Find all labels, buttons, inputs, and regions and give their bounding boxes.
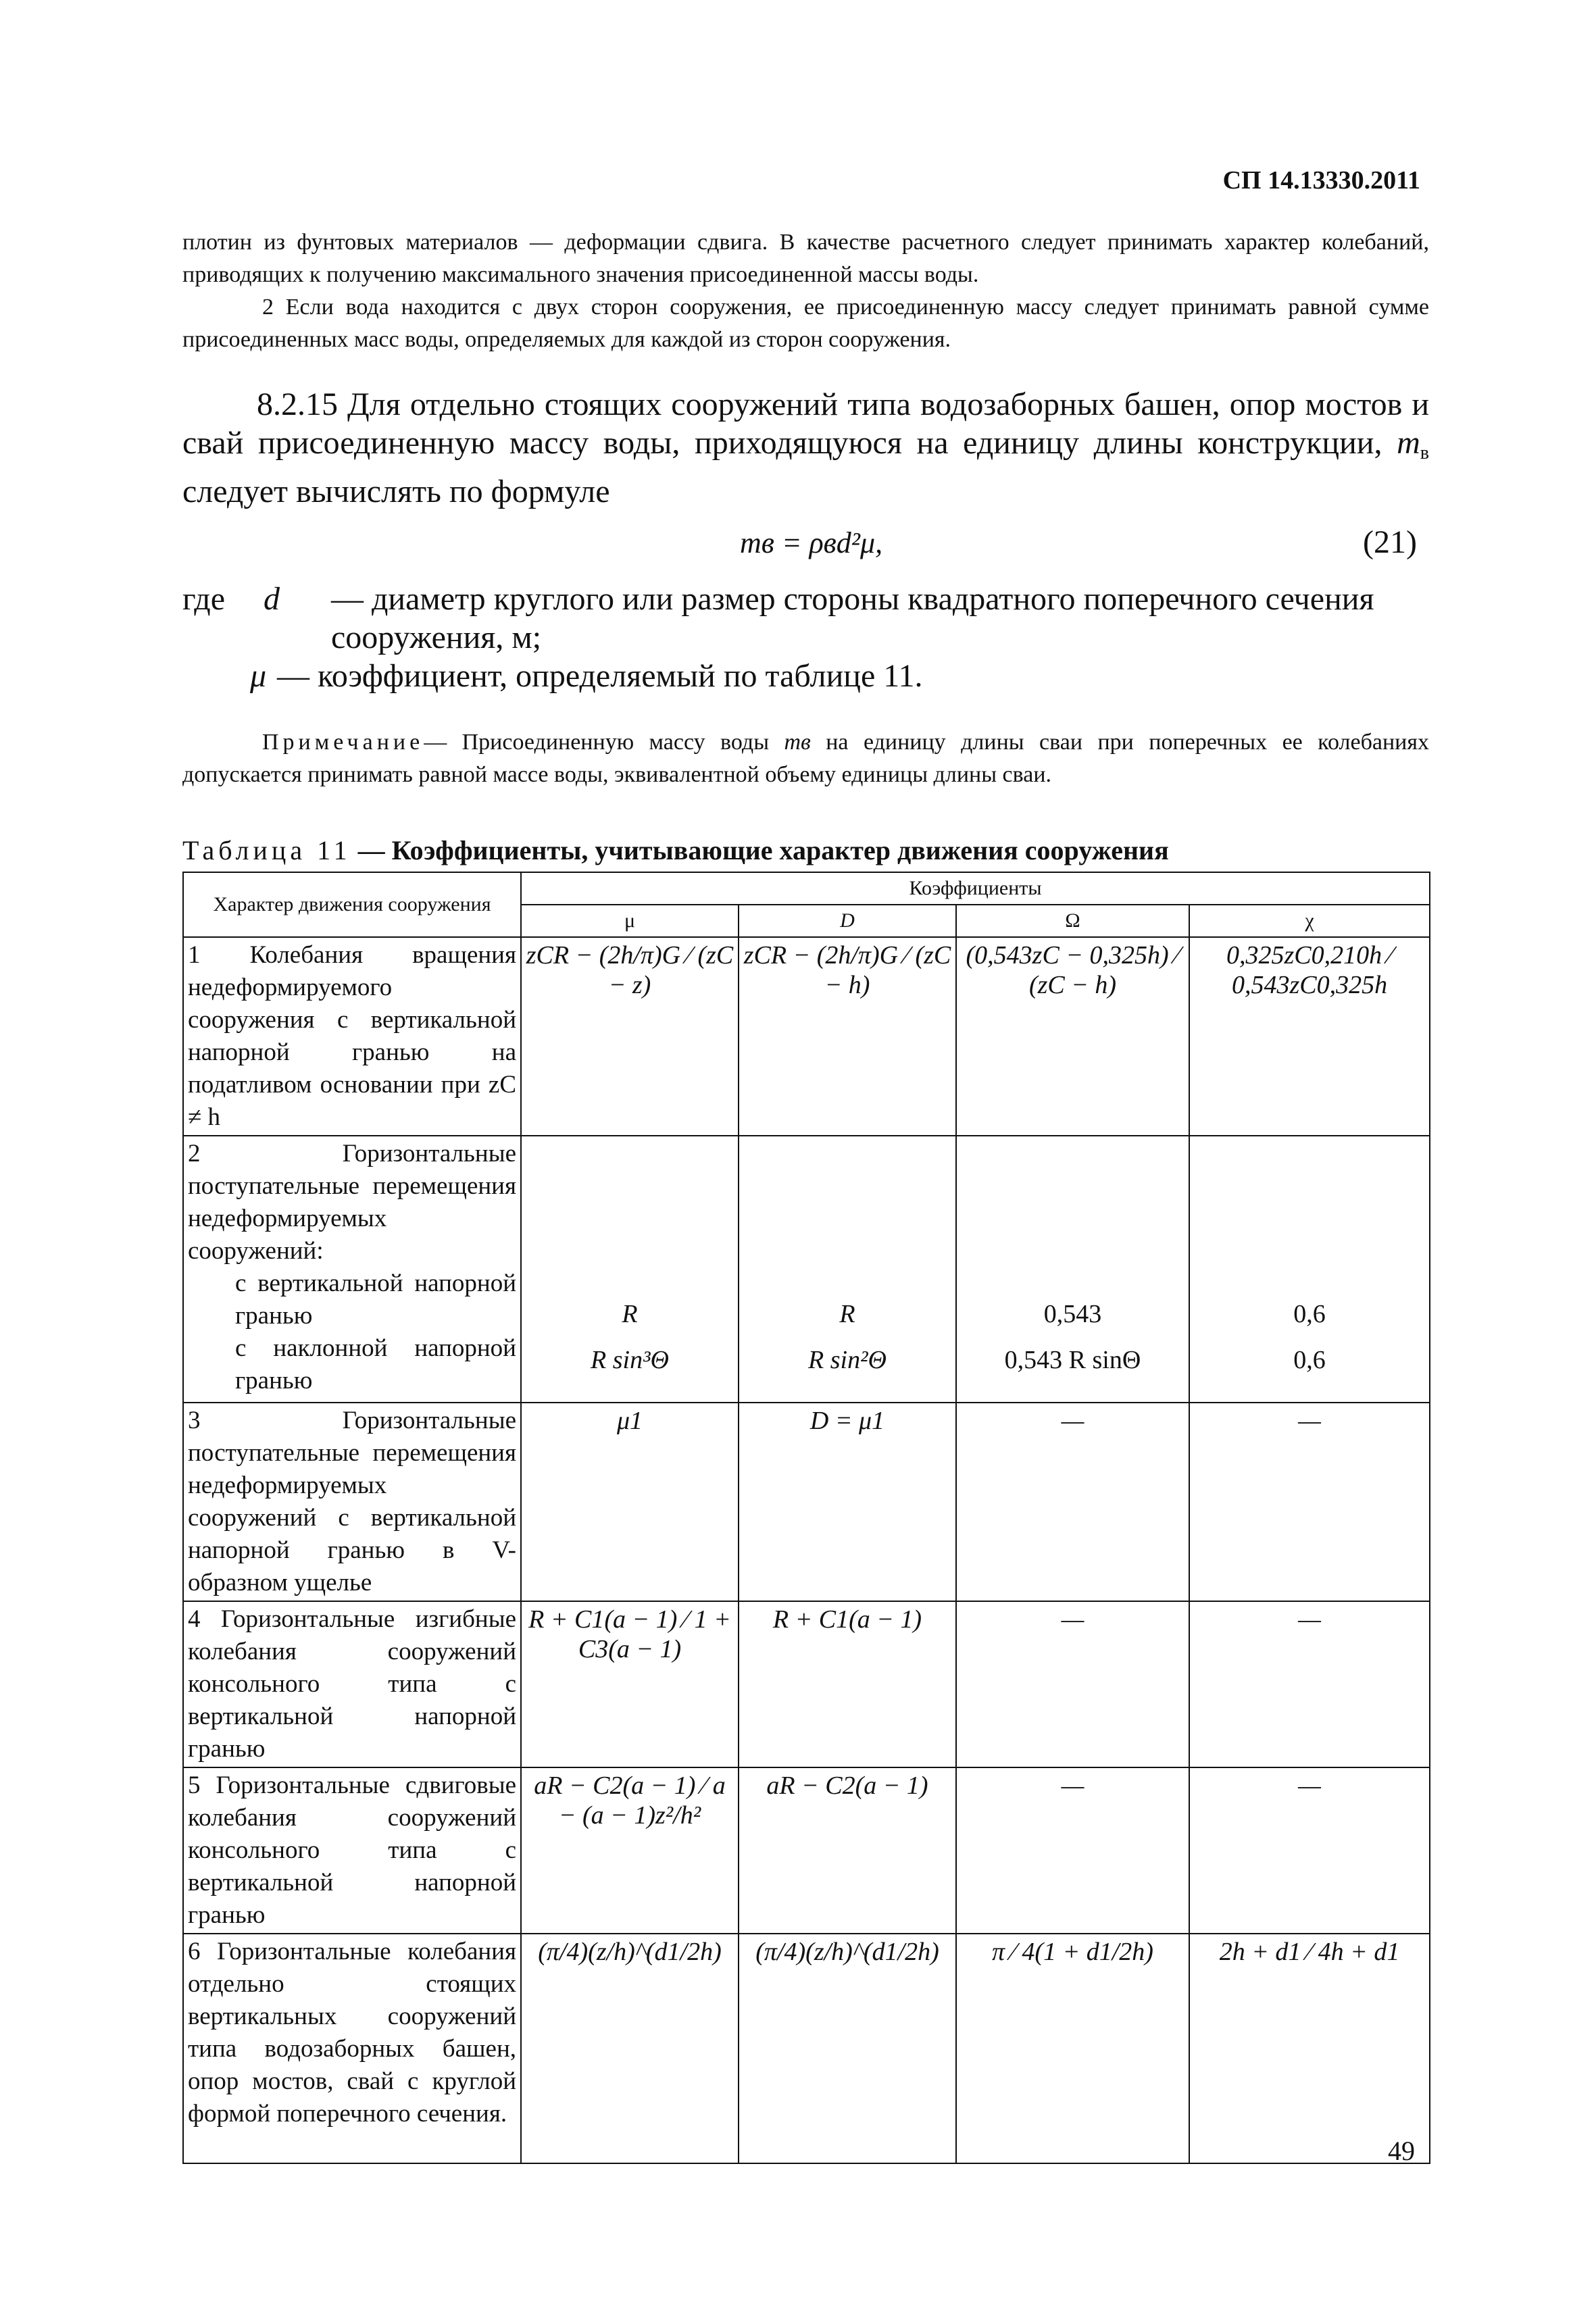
table-row	[183, 937, 1430, 1136]
document-code: СП 14.13330.2011	[1222, 166, 1420, 195]
row2-chi1: 0,6	[1293, 1300, 1326, 1328]
header-coefficients: Коэффициенты	[521, 872, 1430, 905]
header-mu: μ	[521, 905, 739, 937]
row6-desc: 6 Горизонтальные колебания отдельно стоящих вертикальных сооружений типа водозаборных башен, опор мостов, свай с круглой формой поперечного сечения.	[183, 1934, 521, 2163]
row3-omega: —	[956, 1403, 1189, 1601]
row2-sub1: с вертикальной напорной гранью	[235, 1269, 516, 1330]
page-number: 49	[1388, 2136, 1415, 2166]
where-symbol-d: d	[264, 581, 280, 617]
table-row	[183, 1136, 1430, 1403]
row5-omega: —	[956, 1767, 1189, 1934]
row6-d: (π/4)(z/h)^(d1/2h)	[739, 1934, 956, 2163]
note-symbol: mв	[784, 730, 811, 755]
table-header-row	[183, 872, 1430, 905]
row3-desc: 3 Горизонтальные поступательные перемещения недеформируемых сооружений с вертикальной напорной гранью в V-образном ущелье	[183, 1403, 521, 1601]
note-block	[182, 726, 1429, 791]
clause-symbol-sub: в	[1420, 443, 1430, 463]
row1-omega: (0,543zC − 0,325h) ⁄ (zC − h)	[956, 937, 1189, 1136]
row2-mu1: R	[622, 1300, 638, 1328]
row4-chi: —	[1189, 1601, 1430, 1767]
where-item-d	[182, 580, 1429, 657]
note-text-1: — Присоединенную массу воды	[424, 730, 784, 755]
row3-d: D = μ1	[739, 1403, 956, 1601]
where-label: где	[182, 581, 226, 617]
clause-text-2: следует вычислять по формуле	[182, 474, 610, 509]
row4-omega: —	[956, 1601, 1189, 1767]
note-label: Примечание	[262, 730, 424, 755]
table-row	[183, 1403, 1430, 1601]
row6-chi: 2h + d1 ⁄ 4h + d1	[1189, 1934, 1430, 2163]
table-row	[183, 1767, 1430, 1934]
table-title: — Коэффициенты, учитывающие характер движения сооружения	[357, 835, 1169, 865]
row4-desc: 4 Горизонтальные изгибные колебания сооружений консольного типа с вертикальной напорной гранью	[183, 1601, 521, 1767]
row1-desc: 1 Колебания вращения недеформируемого сооружения с вертикальной напорной гранью на податливом основании при zC ≠ h	[183, 937, 521, 1136]
clause-text-1: 8.2.15 Для отдельно стоящих сооружений типа водозаборных башен, опор мостов и свай присоединенную массу воды, приходящуюся на единицу длины конструкции,	[182, 386, 1429, 461]
intro-paragraph-2: 2 Если вода находится с двух сторон сооружения, ее присоединенную массу следует принимать равной сумме присоединенных масс воды, определяемых для каждой из сторон сооружения.	[182, 295, 1429, 352]
header-omega: Ω	[956, 905, 1189, 937]
row5-chi: —	[1189, 1767, 1430, 1934]
formula-21: mв = ρвd²μ,	[740, 526, 883, 559]
table-caption	[182, 834, 1169, 866]
row2-sub2: с наклонной напорной гранью	[235, 1334, 516, 1394]
formula-number: (21)	[1363, 524, 1417, 560]
row2-d1: R	[839, 1300, 855, 1328]
where-block	[182, 580, 1429, 695]
row5-mu: aR − C2(a − 1) ⁄ a − (a − 1)z²/h²	[521, 1767, 739, 1934]
row2-chi2: 0,6	[1293, 1346, 1326, 1374]
table-label: Таблица 11	[182, 835, 351, 865]
row3-mu: μ1	[521, 1403, 739, 1601]
row1-d: zCR − (2h/π)G ⁄ (zC − h)	[739, 937, 956, 1136]
where-text-d: — диаметр круглого или размер стороны квадратного поперечного сечения сооружения, м;	[331, 581, 1374, 655]
clause-symbol: m	[1397, 425, 1420, 461]
row2-desc: 2 Горизонтальные поступательные перемещения недеформируемых сооружений:	[188, 1140, 516, 1265]
coefficients-table	[182, 872, 1430, 2164]
row1-chi: 0,325zC0,210h ⁄ 0,543zC0,325h	[1189, 937, 1430, 1136]
note-text-2: на единицу длины сваи при поперечных ее колебаниях допускается принимать равной массе воды, эквивалентной объему единицы длины сваи.	[182, 730, 1430, 787]
row6-mu: (π/4)(z/h)^(d1/2h)	[521, 1934, 739, 2163]
table-row	[183, 1934, 1430, 2163]
row6-omega: π ⁄ 4(1 + d1/2h)	[956, 1934, 1189, 2163]
row3-chi: —	[1189, 1403, 1430, 1601]
intro-text	[182, 226, 1429, 356]
where-symbol-mu: μ	[250, 658, 267, 694]
table-row	[183, 1601, 1430, 1767]
intro-paragraph-1: плотин из фунтовых материалов — деформации сдвига. В качестве расчетного следует принимать характер колебаний, приводящих к получению максимального значения присоединенной массы воды.	[182, 230, 1429, 287]
row4-mu: R + C1(a − 1) ⁄ 1 + C3(a − 1)	[521, 1601, 739, 1767]
row5-d: aR − C2(a − 1)	[739, 1767, 956, 1934]
row2-d2: R sin²Θ	[808, 1346, 887, 1374]
row2-omega1: 0,543	[1043, 1300, 1102, 1328]
header-character: Характер движения сооружения	[183, 872, 521, 937]
where-item-mu	[182, 657, 1429, 695]
row2-mu2: R sin³Θ	[591, 1346, 669, 1374]
row1-mu: zCR − (2h/π)G ⁄ (zC − z)	[521, 937, 739, 1136]
where-text-mu: — коэффициент, определяемый по таблице 11.	[277, 658, 923, 694]
row5-desc: 5 Горизонтальные сдвиговые колебания сооружений консольного типа с вертикальной напорной гранью	[183, 1767, 521, 1934]
row4-d: R + C1(a − 1)	[739, 1601, 956, 1767]
clause-8-2-15	[182, 385, 1429, 511]
row2-omega2: 0,543 R sinΘ	[1004, 1346, 1141, 1374]
header-d: D	[739, 905, 956, 937]
header-chi: χ	[1189, 905, 1430, 937]
